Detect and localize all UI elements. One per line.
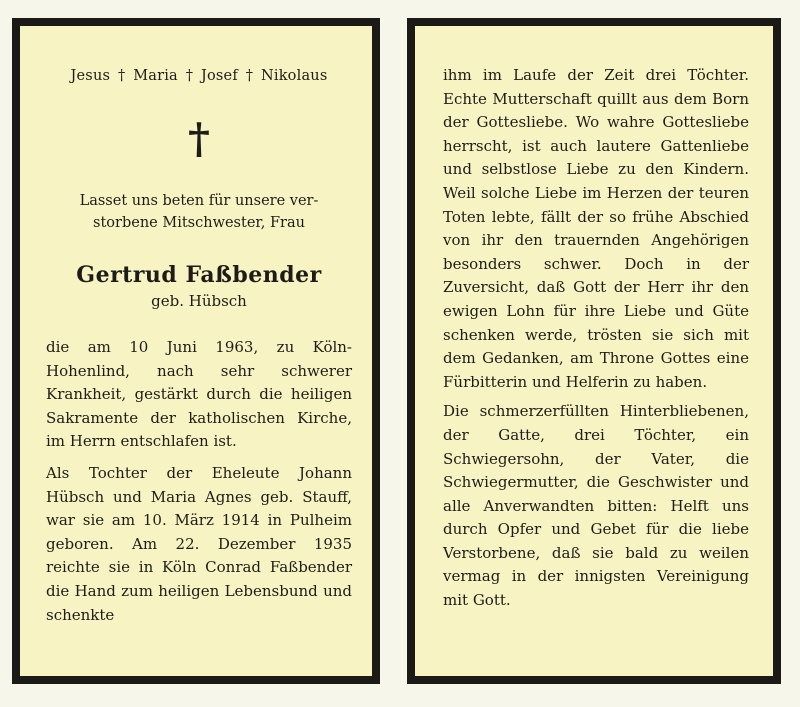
front-content [20, 68, 372, 627]
holy-names-invocation: Jesus † Maria † Josef † Nikolaus [70, 68, 328, 84]
prayer-request-paragraph: Die schmerzerfüllten Hinterbliebenen, der Gatte, drei Töchter, ein Schwiegersohn, der Vater, die Schwiegermutter, die Geschwister und alle Anverwandten bitten: Helft uns durch Opfer und Gebet für die liebe Verstorbene, daß sie bald zu weilen vermag in der innigsten Vereinigung mit Gott. [443, 402, 749, 610]
biography-paragraph: Als Tochter der Eheleute Johann Hübsch und Maria Agnes geb. Stauff, war sie am 10. März 1914 in Pulheim geboren. Am 22. Dezember 1935 reichte sie in Köln Conrad Faßbender die Hand zum heiligen Lebensbund und schenkte [46, 463, 352, 624]
back-content [415, 64, 773, 613]
cross-icon: † [188, 114, 210, 163]
prayer-intro-line: storbene Mitschwester, Frau [93, 215, 305, 231]
death-notice-paragraph: die am 10 Juni 1963, zu Köln-Hohenlind, nach sehr schwerer Krankheit, gestärkt durch die heiligen Sakramente der katholischen Kirche, im Herrn entschlafen ist. [46, 338, 352, 451]
eulogy-paragraph: ihm im Laufe der Zeit drei Töchter. Echte Mutterschaft quillt aus dem Born der Gottesliebe. Wo wahre Gottesliebe herrscht, ist auch lautere Gattenliebe und selbstlose Liebe zu den Kindern. Weil solche Liebe im Herzen der teuren Toten lebte, fällt der so frühe Abschied von ihr den trauernden Angehörigen besonders schwer. Doch in der Zuversicht, daß Gott der Herr ihr den ewigen Lohn für ihre Liebe und Güte schenken werde, trösten sie sich mit dem Gedanken, am Throne Gottes eine Fürbitterin und Helferin zu haben. [443, 66, 749, 391]
maiden-name: geb. Hübsch [151, 292, 247, 310]
prayer-card-front [12, 18, 380, 684]
prayer-card-back [407, 18, 781, 684]
deceased-name: Gertrud Faßbender [76, 262, 322, 288]
prayer-intro [46, 190, 352, 234]
prayer-intro-line: Lasset uns beten für unsere ver- [79, 193, 319, 209]
